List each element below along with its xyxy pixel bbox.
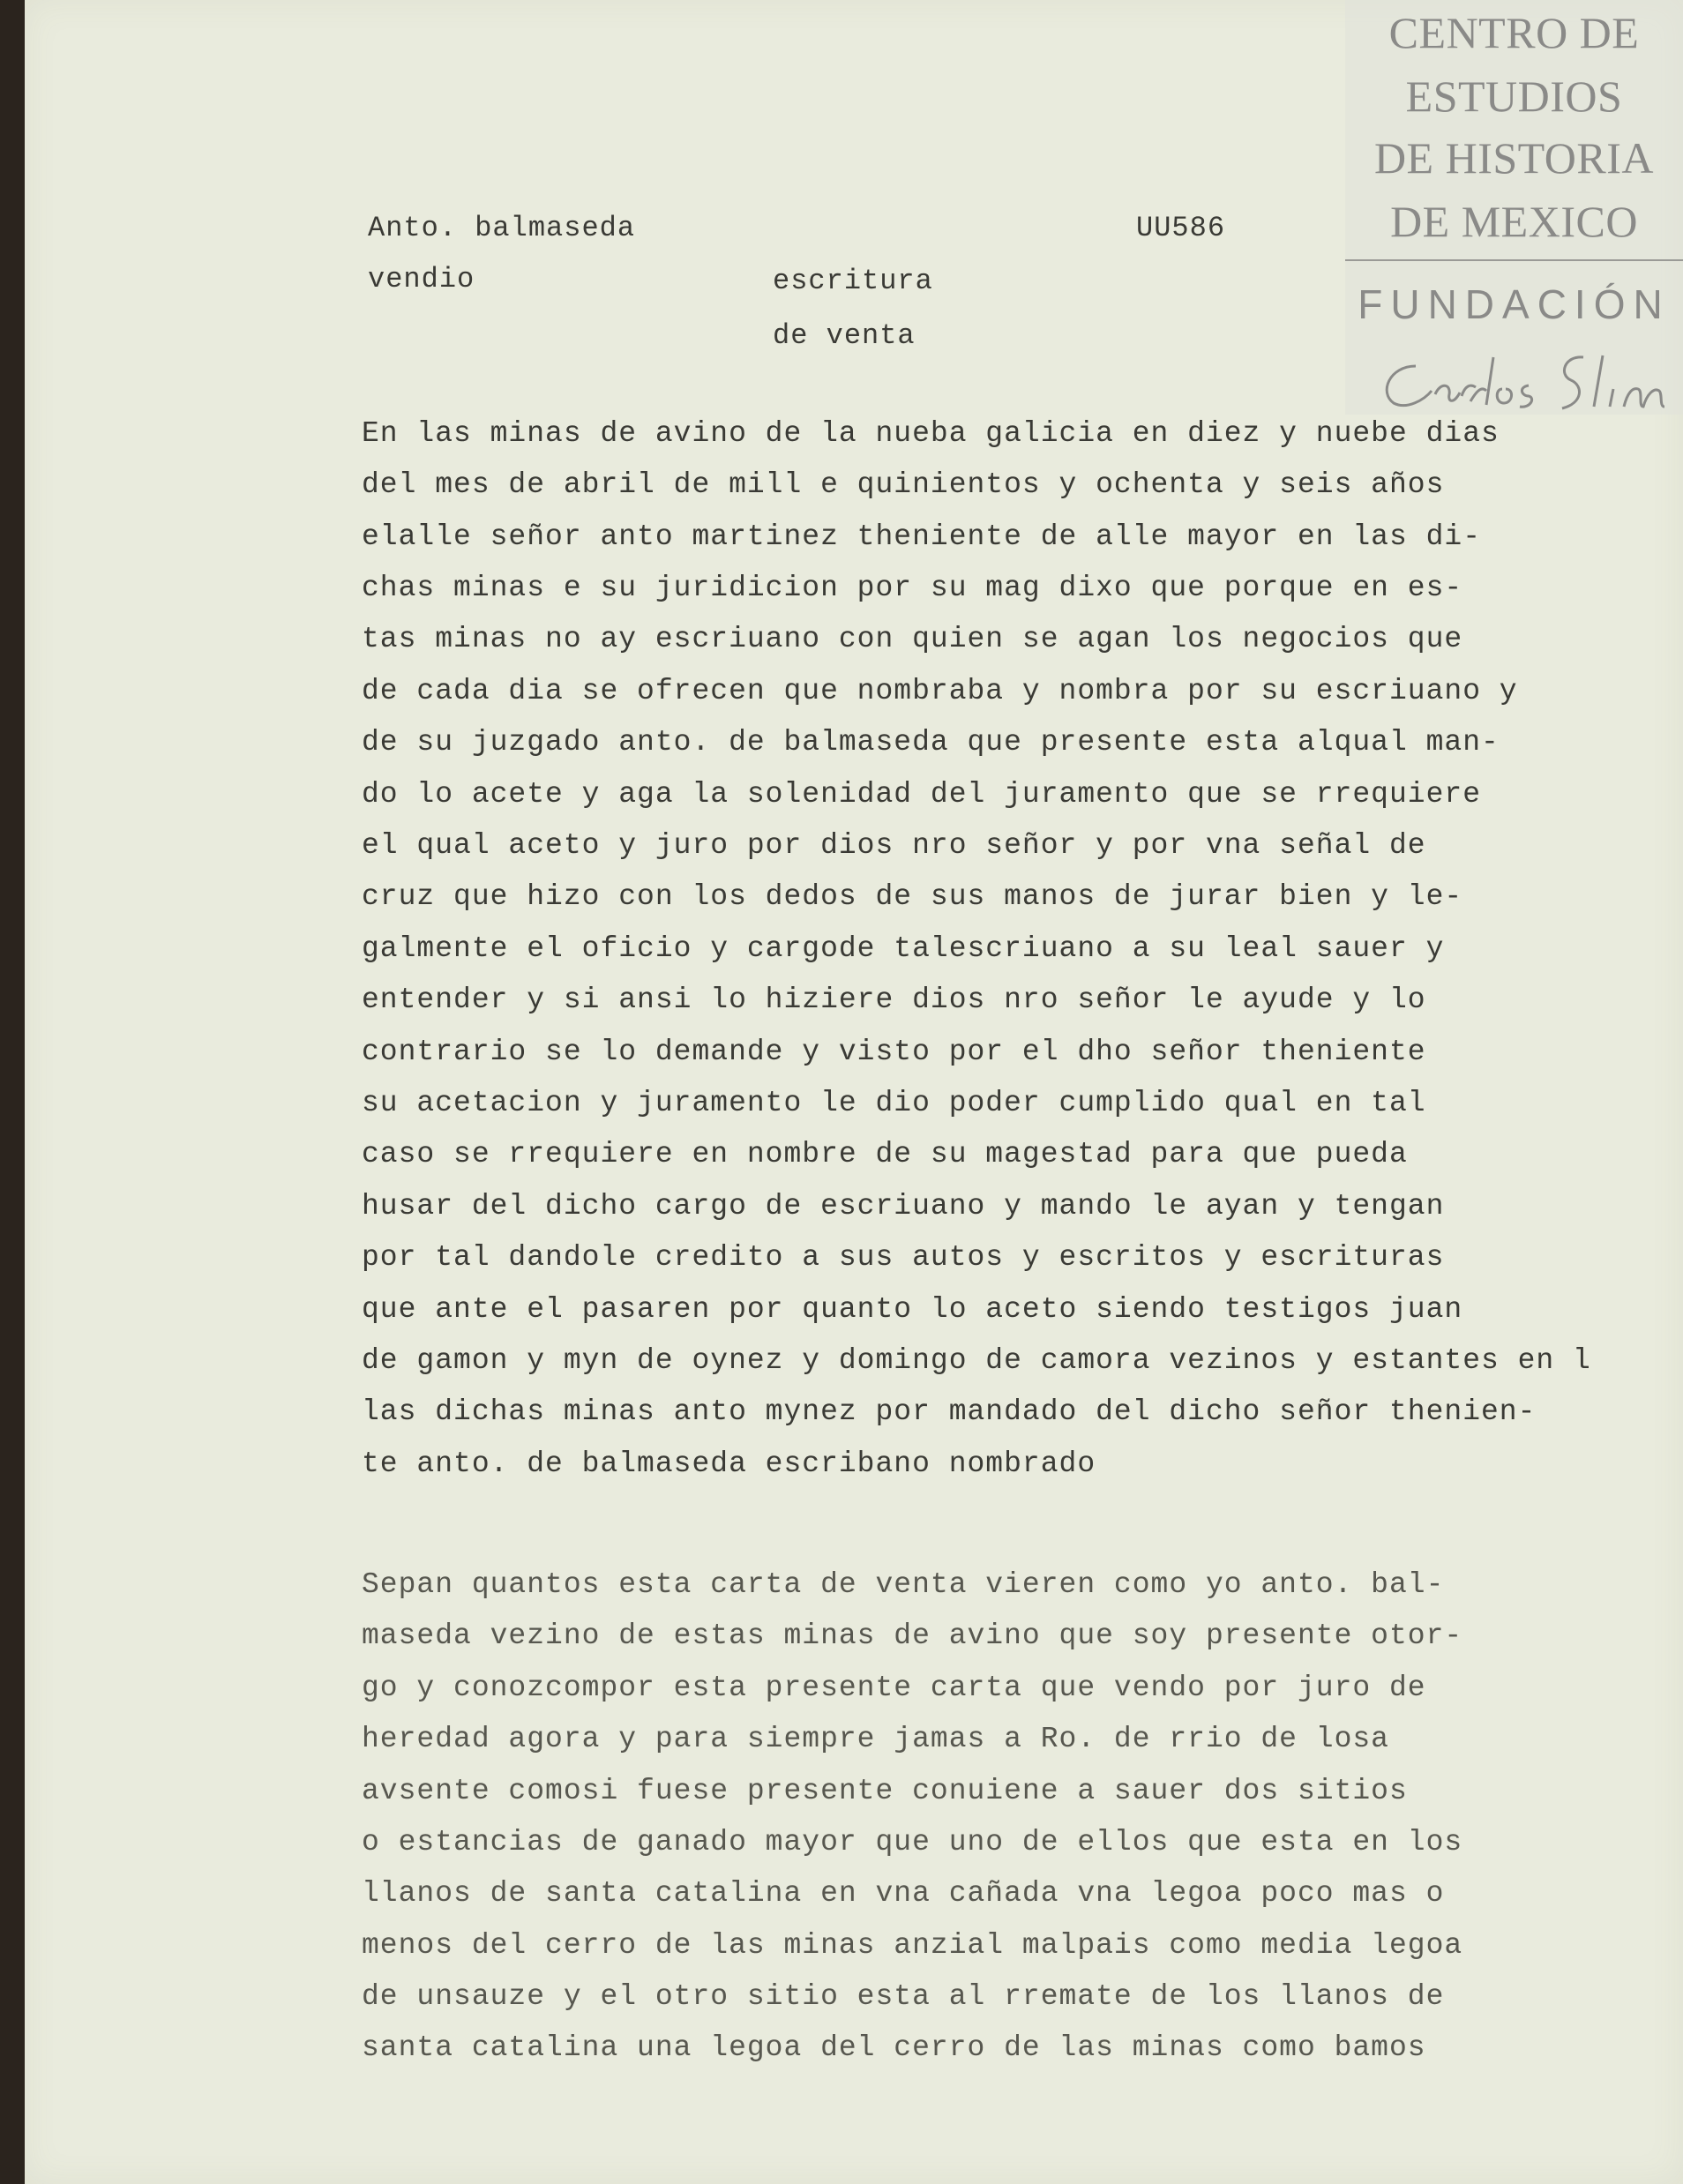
text-line: En las minas de avino de la nueba galicia en diez y nuebe dias (362, 417, 1500, 450)
text-line: maseda vezino de estas minas de avino que soy presente otor- (362, 1619, 1463, 1652)
text-line: heredad agora y para siempre jamas a Ro. de rrio de losa (362, 1723, 1389, 1755)
stamp-line-2: ESTUDIOS (1405, 71, 1623, 121)
text-line: contrario se lo demande y visto por el dho señor theniente (362, 1036, 1426, 1068)
header-author: Anto. balmaseda (368, 212, 636, 244)
text-line: entender y si ansi lo hiziere dios nro señor le ayude y lo (362, 984, 1426, 1016)
text-line: que ante el pasaren por quanto lo aceto siendo testigos juan (362, 1293, 1463, 1326)
header-doc-type-line2: de venta (773, 319, 916, 352)
text-line: menos del cerro de las minas anzial malpais como media legoa (362, 1929, 1463, 1962)
text-line: do lo acete y aga la solenidad del juramento que se rrequiere (362, 778, 1481, 811)
stamp-divider (1345, 259, 1683, 261)
text-line: te anto. de balmaseda escribano nombrado (362, 1447, 1096, 1480)
text-line: llanos de santa catalina en vna cañada vna legoa poco mas o (362, 1877, 1445, 1910)
text-line: de gamon y myn de oynez y domingo de camora vezinos y estantes en l (362, 1344, 1591, 1377)
header-doc-type-line1: escritura (773, 265, 933, 297)
text-line: chas minas e su juridicion por su mag dixo que porque en es- (362, 572, 1463, 604)
text-line: de su juzgado anto. de balmaseda que presente esta alqual man- (362, 726, 1500, 759)
text-line: galmente el oficio y cargode talescriuano a su leal sauer y (362, 932, 1445, 965)
header-action: vendio (368, 263, 475, 295)
text-line: santa catalina una legoa del cerro de las minas como bamos (362, 2031, 1426, 2064)
stamp-line-1: CENTRO DE (1388, 8, 1640, 57)
text-line: el qual aceto y juro por dios nro señor y por vna señal de (362, 829, 1426, 862)
header-code: UU586 (1136, 212, 1226, 244)
stamp-line-4: DE MEXICO (1390, 197, 1638, 246)
archive-stamp (1345, 0, 1683, 415)
text-line: tas minas no ay escriuano con quien se agan los negocios que (362, 623, 1463, 655)
text-line: o estancias de ganado mayor que uno de ellos que esta en los (362, 1826, 1463, 1859)
text-line: avsente comosi fuese presente conuiene a sauer dos sitios (362, 1775, 1408, 1807)
text-line: caso se rrequiere en nombre de su magestad para que pueda (362, 1138, 1408, 1171)
stamp-foundation-label: FUNDACIÓN (1358, 281, 1671, 327)
text-line: husar del dicho cargo de escriuano y mando le ayan y tengan (362, 1190, 1445, 1223)
text-line: elalle señor anto martinez theniente de alle mayor en las di- (362, 520, 1481, 553)
text-line: Sepan quantos esta carta de venta vieren como yo anto. bal- (362, 1568, 1445, 1601)
text-line: por tal dandole credito a sus autos y escritos y escrituras (362, 1241, 1445, 1274)
text-line: su acetacion y juramento le dio poder cumplido qual en tal (362, 1087, 1426, 1119)
text-line: go y conozcompor esta presente carta que vendo por juro de (362, 1672, 1426, 1704)
stamp-line-3: DE HISTORIA (1373, 133, 1655, 183)
text-line: cruz que hizo con los dedos de sus manos de jurar bien y le- (362, 880, 1463, 913)
text-line: del mes de abril de mill e quinientos y ochenta y seis años (362, 468, 1445, 501)
text-line: de cada dia se ofrecen que nombraba y nombra por su escriuano y (362, 675, 1518, 707)
signature-logo (1363, 340, 1680, 419)
text-line: de unsauze y el otro sitio esta al rremate de los llanos de (362, 1980, 1445, 2013)
text-line: las dichas minas anto mynez por mandado del dicho señor thenien- (362, 1395, 1537, 1428)
